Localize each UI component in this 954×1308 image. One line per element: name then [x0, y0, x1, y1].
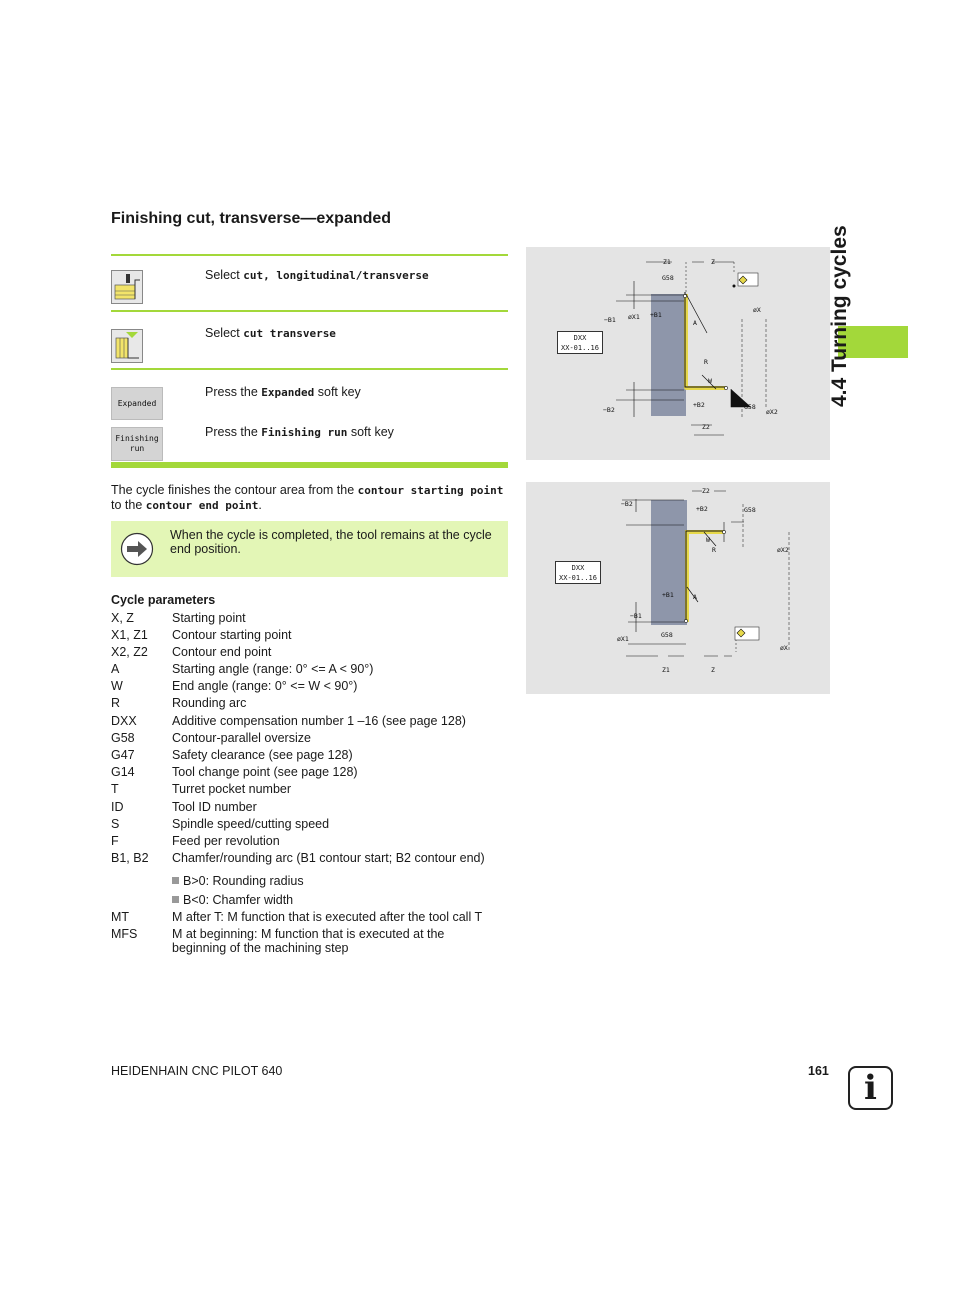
note-text: When the cycle is completed, the tool remains at the cycle end position.: [170, 528, 492, 556]
label-b2-neg: −B2: [603, 406, 615, 414]
info-icon[interactable]: i: [848, 1066, 893, 1110]
label-r: R: [704, 358, 708, 366]
step-3: Press the Expanded soft key: [205, 385, 361, 399]
step-2: Select cut transverse: [205, 326, 336, 340]
label-a: A: [693, 593, 697, 601]
label-r: R: [712, 546, 716, 554]
figure-transverse-1: [526, 247, 830, 460]
cut-longitudinal-transverse-icon: [111, 270, 143, 304]
divider: [111, 310, 508, 312]
dxx-box: DXX XX-01..16: [557, 331, 603, 354]
label-z2: Z2: [702, 423, 710, 431]
label-z1: Z1: [662, 666, 670, 674]
finishing-run-softkey[interactable]: Finishing run: [111, 427, 163, 461]
divider: [111, 254, 508, 256]
label-w: W: [708, 377, 712, 385]
label-z1: Z1: [663, 258, 671, 266]
label-z: Z: [711, 258, 715, 266]
label-g58: G58: [662, 274, 674, 282]
label-b2-pos: +B2: [693, 401, 705, 409]
label-x: øX: [753, 306, 761, 314]
expanded-softkey[interactable]: Expanded: [111, 387, 163, 420]
figure-transverse-2: [526, 482, 830, 694]
label-g58-b: G58: [744, 403, 756, 411]
step-4: Press the Finishing run soft key: [205, 425, 394, 439]
label-x: øX: [780, 644, 788, 652]
note-box: [111, 521, 508, 577]
label-b1-neg: −B1: [604, 316, 616, 324]
label-a: A: [693, 319, 697, 327]
step-1: Select cut, longitudinal/transverse: [205, 268, 429, 282]
label-x1: øX1: [617, 635, 629, 643]
section-title: Finishing cut, transverse—expanded: [111, 210, 392, 227]
label-b2-neg: −B2: [621, 500, 633, 508]
label-x2: øX2: [766, 408, 778, 416]
label-w: W: [706, 536, 710, 544]
page-number: 161: [808, 1064, 829, 1078]
label-b2-pos: +B2: [696, 505, 708, 513]
label-z: Z: [711, 666, 715, 674]
bullet-square-icon: [172, 896, 179, 903]
cut-transverse-icon: [111, 329, 143, 363]
table-bottom-bar: [111, 462, 508, 468]
label-b1-pos: +B1: [662, 591, 674, 599]
divider: [111, 368, 508, 370]
arrow-right-icon: [120, 532, 154, 566]
bullet-square-icon: [172, 877, 179, 884]
contour-diagram-2: [526, 482, 830, 694]
label-g58: G58: [744, 506, 756, 514]
label-g58-b: G58: [661, 631, 673, 639]
intro-paragraph: The cycle finishes the contour area from the contour starting point to the contour end point.: [111, 483, 504, 512]
label-x2: øX2: [777, 546, 789, 554]
label-b1-pos: +B1: [650, 311, 662, 319]
label-z2: Z2: [702, 487, 710, 495]
params-title: Cycle parameters: [111, 593, 216, 607]
label-b1-neg: −B1: [630, 612, 642, 620]
dxx-box: DXX XX-01..16: [555, 561, 601, 584]
footer-text: HEIDENHAIN CNC PILOT 640: [111, 1064, 283, 1078]
label-x1: øX1: [628, 313, 640, 321]
